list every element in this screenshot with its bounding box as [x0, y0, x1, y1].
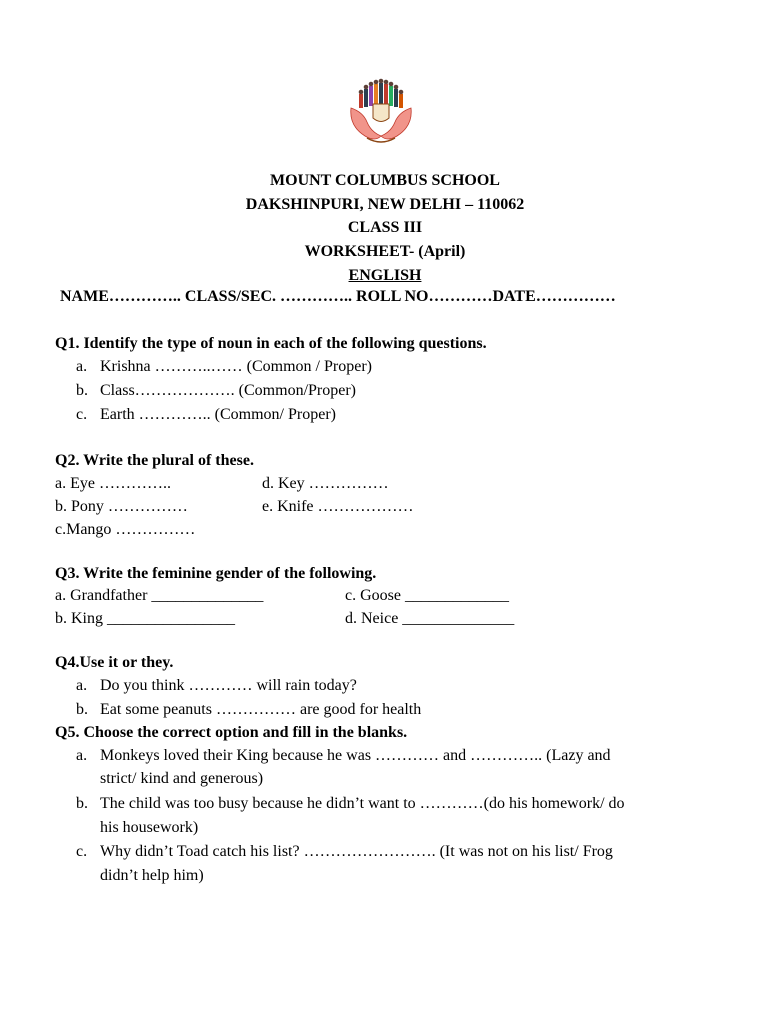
q5-item-a-letter: a. — [76, 747, 88, 764]
q1-item-a — [76, 357, 372, 377]
subject-title — [0, 264, 770, 288]
q5-item-b-letter: b. — [76, 795, 88, 812]
q5-item-c — [76, 842, 613, 862]
school-name: MOUNT COLUMBUS SCHOOL — [270, 172, 500, 189]
q2-item-e: e. Knife ……………… — [262, 498, 414, 515]
q2-item-d: d. Key …………… — [262, 475, 389, 492]
q2-item-a: a. Eye ………….. — [55, 475, 171, 492]
q5-item-a — [76, 746, 611, 766]
q4-item-a-letter: a. — [76, 677, 88, 694]
q3-item-d: d. Neice ______________ — [345, 610, 515, 627]
school-address: DAKSHINPURI, NEW DELHI – 110062 — [245, 195, 525, 213]
logo-shield — [373, 104, 389, 122]
q5-heading: Q5. Choose the correct option and fill in the blanks. — [55, 724, 408, 741]
q2-heading: Q2. Write the plural of these. — [55, 452, 254, 469]
q5-item-b-continued: his housework) — [100, 819, 199, 836]
q1-item-a-text: Krishna ………..…… (Common / Proper) — [100, 358, 372, 375]
q5-item-a-text: Monkeys loved their King because he was ………… and ………….. (Lazy and — [100, 747, 611, 764]
worksheet-title: WORKSHEET- (April) — [304, 243, 466, 261]
subject-label: ENGLISH — [348, 266, 422, 284]
q4-item-a — [76, 676, 357, 696]
q4-item-b-letter: b. — [76, 701, 88, 718]
q1-item-c — [76, 405, 336, 425]
q5-item-c-continued: didn’t help him) — [100, 867, 204, 884]
q4-heading: Q4.Use it or they. — [55, 654, 174, 671]
q3-item-b: b. King ________________ — [55, 610, 235, 627]
q1-item-b-letter: b. — [76, 382, 88, 399]
school-logo — [345, 78, 417, 148]
q1-item-a-letter: a. — [76, 358, 88, 375]
q5-item-b — [76, 794, 625, 814]
q3-item-c: c. Goose _____________ — [345, 587, 509, 604]
q4-item-b — [76, 700, 421, 720]
q5-item-a-continued: strict/ kind and generous) — [100, 770, 264, 787]
q2-item-b: b. Pony …………… — [55, 498, 188, 515]
q5-item-c-text: Why didn’t Toad catch his list? ……………………. (It was not on his list/ Frog — [100, 843, 613, 860]
q3-heading: Q3. Write the feminine gender of the following. — [55, 565, 377, 582]
q3-item-a: a. Grandfather ______________ — [55, 587, 264, 604]
q5-item-c-letter: c. — [76, 843, 88, 860]
q1-item-b — [76, 381, 356, 401]
q2-item-c: c.Mango …………… — [55, 521, 196, 538]
q5-item-b-text: The child was too busy because he didn’t want to …………(do his homework/ do — [100, 795, 625, 812]
q1-item-c-text: Earth ………….. (Common/ Proper) — [100, 406, 336, 423]
worksheet-header — [0, 169, 770, 288]
q1-item-c-letter: c. — [76, 406, 88, 423]
q4-item-b-text: Eat some peanuts …………… are good for health — [100, 701, 422, 718]
class-title: CLASS III — [347, 219, 423, 237]
q1-item-b-text: Class………………. (Common/Proper) — [100, 382, 356, 399]
student-info-line: NAME………….. CLASS/SEC. ………….. ROLL NO…………DATE…………… — [60, 288, 616, 305]
q1-heading: Q1. Identify the type of noun in each of the following questions. — [55, 335, 487, 352]
q4-item-a-text: Do you think ………… will rain today? — [100, 677, 357, 694]
